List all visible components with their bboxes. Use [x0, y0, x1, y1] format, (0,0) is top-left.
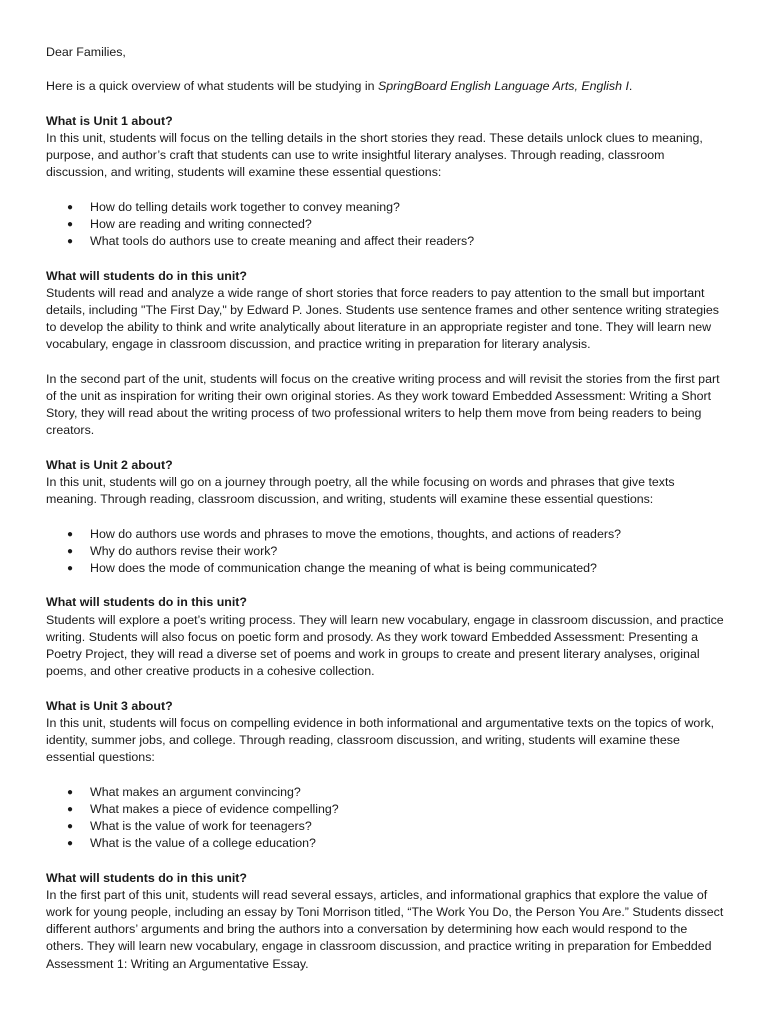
section-paragraph: Students will explore a poet’s writing process. They will learn new vocabulary, engage in classroom discussion, and practice writing. Students will also focus on poetic form and prosody. As they work toward Embedded Assessment: Presenting a Poetry Project, they will read a diverse set of poems and work in groups to create and present literary analyses, original poems, and other creative products in a cohesive collection.: [46, 612, 724, 679]
list-item: ● How do authors use words and phrases to move the emotions, thoughts, and actions of readers?: [46, 526, 726, 543]
list-item: ● What is the value of work for teenagers?: [46, 818, 726, 835]
intro-paragraph: [46, 78, 726, 95]
intro-prefix: Here is a quick overview of what students will be studying in: [46, 79, 378, 94]
list-item: ● Why do authors revise their work?: [46, 543, 726, 560]
bullet-icon: ●: [67, 528, 74, 540]
section-paragraph: Students will read and analyze a wide range of short stories that force readers to pay attention to the small but important details, including "The First Day," by Edward P. Jones. Students use sentence frames and other sentence writing strategies to develop the ability to think and write analytically about literature in an appropriate register and tone. They will learn new vocabulary, engage in classroom discussion, and practice writing in preparation for literary analysis.: [46, 285, 719, 352]
letter-page: [46, 44, 726, 973]
bullet-icon: ●: [67, 786, 74, 798]
bullet-icon: ●: [67, 201, 74, 213]
essential-questions-list: [46, 784, 726, 853]
list-item: ● How does the mode of communication change the meaning of what is being communicated?: [46, 560, 726, 577]
list-item: ● What is the value of a college education?: [46, 835, 726, 852]
greeting: Dear Families,: [46, 45, 126, 59]
bullet-icon: ●: [67, 562, 74, 574]
section-heading: What will students do in this unit?: [46, 595, 247, 610]
section-body: In this unit, students will focus on the telling details in the short stories they read. These details unlock clues to meaning, purpose, and author’s craft that students can use to write insightful literary analyses. Through reading, classroom discussion, and writing, students will examine these essential questions:: [46, 130, 703, 180]
essential-questions-list: [46, 199, 726, 251]
bullet-icon: ●: [67, 838, 74, 850]
bullet-icon: ●: [67, 218, 74, 230]
bullet-icon: ●: [67, 545, 74, 557]
unit3-about-section: [46, 698, 726, 853]
section-body: In this unit, students will go on a journey through poetry, all the while focusing on words and phrases that give texts meaning. Through reading, classroom discussion, and writing, students will examine these essential questions:: [46, 474, 675, 507]
unit2-activities-section: [46, 594, 726, 680]
section-heading: What is Unit 2 about?: [46, 457, 173, 472]
bullet-icon: ●: [67, 803, 74, 815]
section-paragraph: In the second part of the unit, students will focus on the creative writing process and will revisit the stories from the first part of the unit as inspiration for writing their own original stories. As they work toward Embedded Assessment: Writing a Short Story, they will read about the writing process of two professional writers to help them move from being readers to being creators.: [46, 371, 720, 438]
section-paragraph: In the first part of this unit, students will read several essays, articles, and informational graphics that explore the value of work for young people, including an essay by Toni Morrison titled, “The Work You Do, the Person You Are.” Students dissect different authors’ arguments and bring the authors into a conversation by determining how each would respond to the others. They will learn new vocabulary, engage in classroom discussion, and practice writing in preparation for Embedded Assessment 1: Writing an Argumentative Essay.: [46, 887, 724, 971]
section-heading: What is Unit 1 about?: [46, 113, 173, 128]
list-item: ● What makes a piece of evidence compelling?: [46, 801, 726, 818]
intro-suffix: .: [628, 79, 633, 94]
unit1-about-section: [46, 113, 726, 251]
section-heading: What will students do in this unit?: [46, 268, 247, 283]
section-body: In this unit, students will focus on compelling evidence in both informational and argumentative texts on the topics of work, identity, summer jobs, and college. Through reading, classroom discussion, and writing, students will examine these essential questions:: [46, 715, 715, 765]
bullet-icon: ●: [67, 820, 74, 832]
essential-questions-list: [46, 526, 726, 578]
unit1-activities-section: [46, 268, 726, 440]
bullet-icon: ●: [67, 236, 74, 248]
section-heading: What is Unit 3 about?: [46, 698, 173, 713]
section-heading: What will students do in this unit?: [46, 870, 247, 885]
unit3-activities-section: [46, 870, 726, 973]
book-title: SpringBoard English Language Arts, English I: [377, 79, 629, 94]
list-item: ● What makes an argument convincing?: [46, 784, 726, 801]
list-item: ● How are reading and writing connected?: [46, 216, 726, 233]
list-item: ● How do telling details work together to convey meaning?: [46, 199, 726, 216]
unit2-about-section: [46, 457, 726, 577]
list-item: ● What tools do authors use to create meaning and affect their readers?: [46, 233, 726, 250]
